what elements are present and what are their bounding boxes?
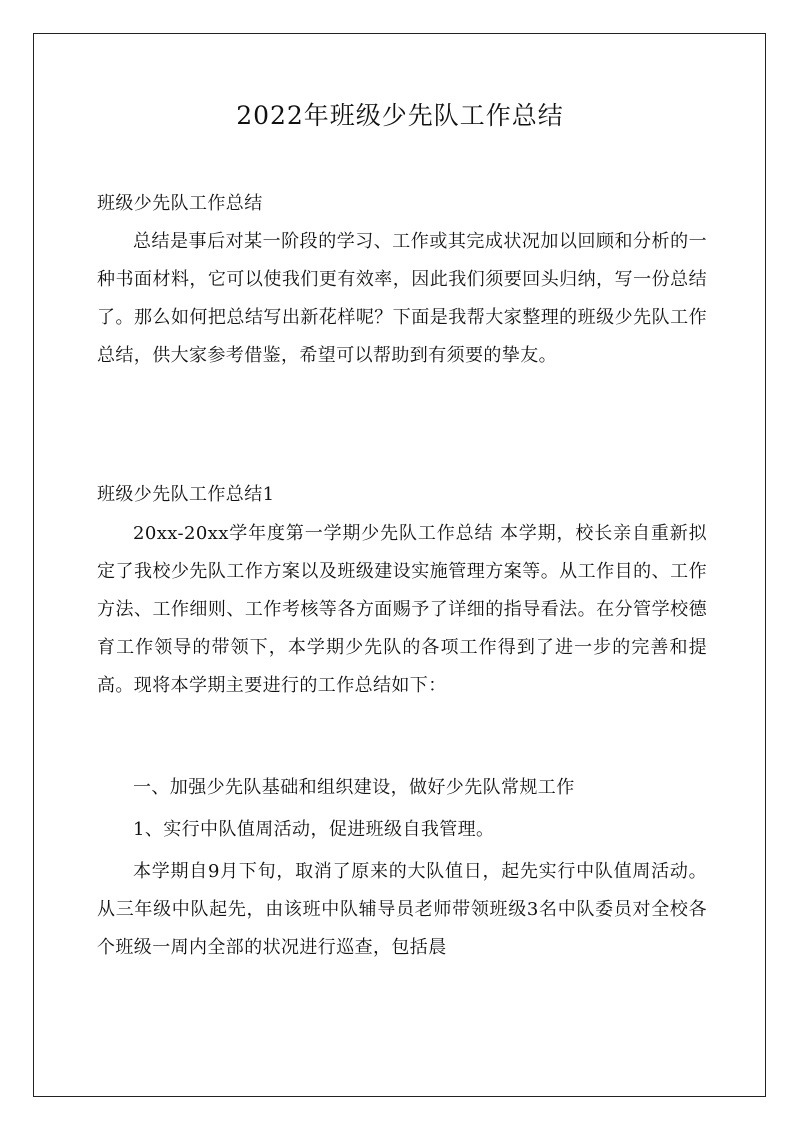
subheading-2: 1、实行中队值周活动，促进班级自我管理。 [133,819,495,840]
section-title: 班级少先队工作总结1 [97,484,275,505]
section-paragraph-1: 20xx-20xx学年度第一学期少先队工作总结 本学期，校长亲自重新拟定了我校少先队工作方案以及班级建设实施管理方案等。从工作目的、工作方法、工作细则、工作考核等各方面赐予了详细的指导看法。在分管学校德育工作领导的带领下，本学期少先队的各项工作得到了进一步的完善和提高。现将本学期主要进行的工作总结如下： [97,523,707,696]
document-subtitle: 班级少先队工作总结 [97,193,263,214]
section-paragraph-2: 本学期自9月下旬，取消了原来的大队值日，起先实行中队值周活动。从三年级中队起先，由该班中队辅导员老师带领班级3名中队委员对全校各个班级一周内全部的状况进行巡查，包括晨 [97,861,707,958]
intro-paragraph: 总结是事后对某一阶段的学习、工作或其完成状况加以回顾和分析的一种书面材料，它可以使我们更有效率，因此我们须要回头归纳，写一份总结了。那么如何把总结写出新花样呢？下面是我帮大家整理的班级少先队工作总结，供大家参考借鉴，希望可以帮助到有须要的挚友。 [97,231,707,366]
document-title: 2022年班级少先队工作总结 [236,101,564,130]
subheading-1: 一、加强少先队基础和组织建设，做好少先队常规工作 [133,777,575,798]
